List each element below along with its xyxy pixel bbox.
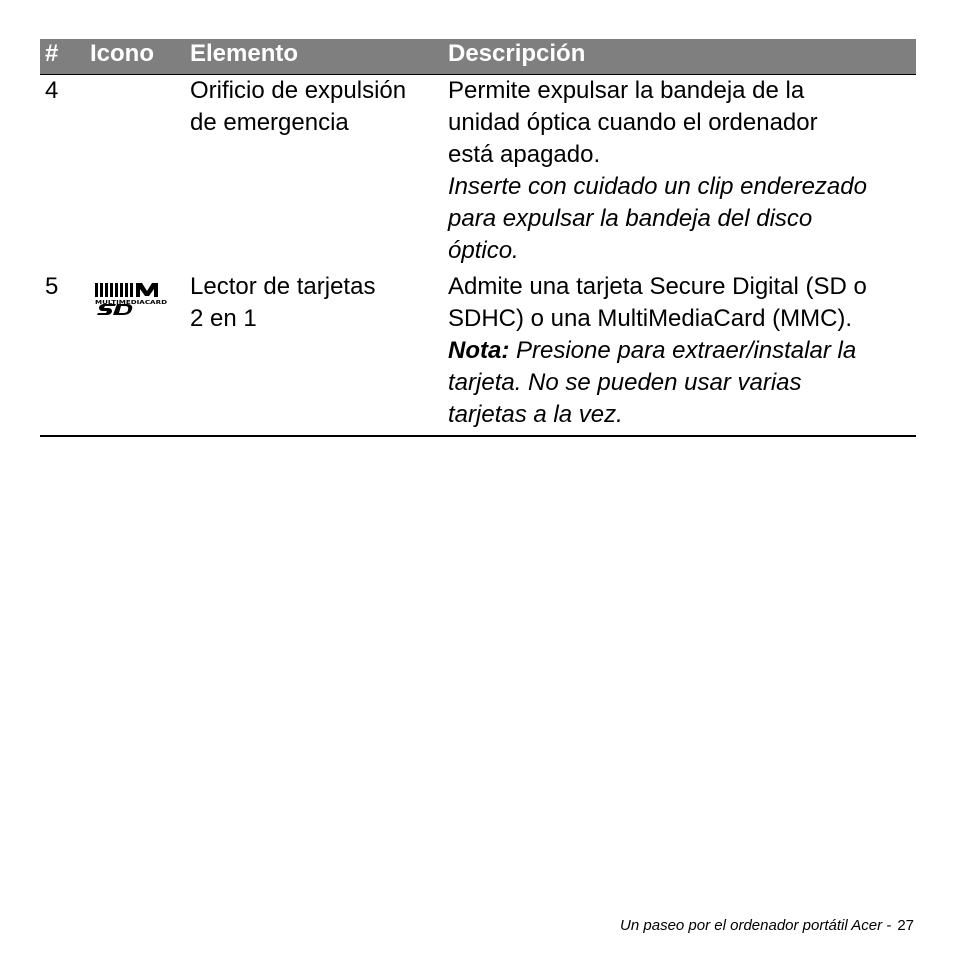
- row-element: [190, 271, 375, 335]
- multimediacard-sd-icon: [95, 281, 169, 317]
- components-table: [40, 39, 916, 437]
- header-icon: Icono: [90, 40, 154, 67]
- header-number: #: [45, 40, 59, 67]
- element-line: Orificio de expulsión: [190, 77, 407, 104]
- table-header: [40, 39, 916, 75]
- row-description: [448, 75, 918, 267]
- header-element: Elemento: [190, 40, 299, 67]
- table-row: [40, 271, 916, 437]
- row-number: 5: [45, 273, 59, 300]
- note-line: Inserte con cuidado un clip enderezado: [448, 173, 867, 200]
- multimediacard-logo-text: MULTIMEDIACARD: [95, 300, 168, 306]
- element-line: Lector de tarjetas: [190, 273, 376, 300]
- description-line: está apagado.: [448, 141, 601, 168]
- note-line: tarjetas a la vez.: [448, 401, 623, 428]
- footer-text: Un paseo por el ordenador portátil Acer -: [620, 917, 892, 934]
- note-line: tarjeta. No se pueden usar varias: [448, 369, 802, 396]
- row-element: [190, 75, 406, 139]
- table-row: [40, 75, 916, 271]
- note-text: Presione para extraer/instalar la: [516, 337, 857, 364]
- note-label: Nota:: [448, 337, 510, 364]
- header-description: Descripción: [448, 40, 586, 67]
- element-line: de emergencia: [190, 109, 349, 136]
- page-footer: [620, 916, 914, 936]
- description-line: unidad óptica cuando el ordenador: [448, 109, 818, 136]
- description-line: Admite una tarjeta Secure Digital (SD o: [448, 273, 867, 300]
- row-number: 4: [45, 77, 59, 104]
- element-line: 2 en 1: [190, 305, 257, 332]
- row-description: [448, 271, 918, 431]
- description-line: Permite expulsar la bandeja de la: [448, 77, 805, 104]
- note-line: [448, 335, 918, 367]
- page-number: 27: [897, 917, 914, 934]
- note-line: óptico.: [448, 237, 519, 264]
- description-line: SDHC) o una MultiMediaCard (MMC).: [448, 305, 853, 332]
- note-line: para expulsar la bandeja del disco: [448, 205, 813, 232]
